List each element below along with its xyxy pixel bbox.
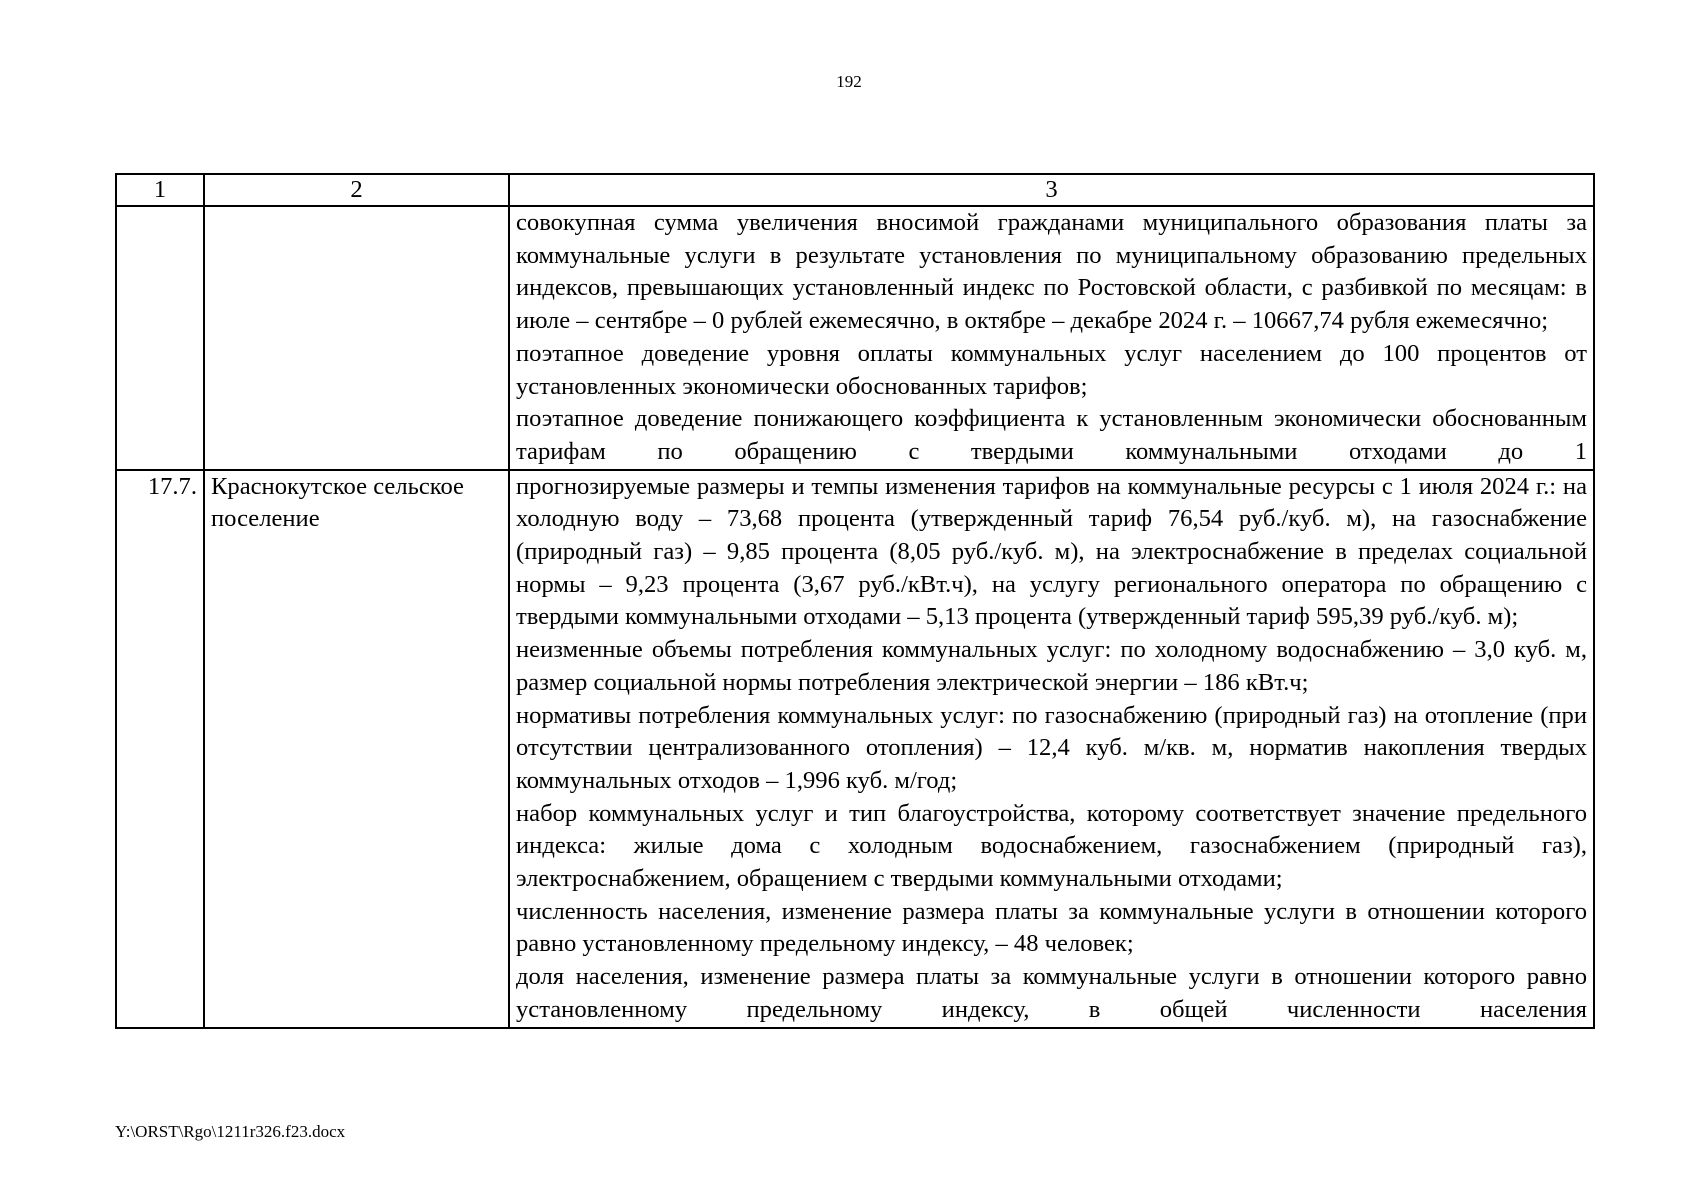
settlement-name-cell <box>204 206 509 470</box>
row-number-cell <box>116 206 204 470</box>
paragraph: совокупная сумма увеличения вносимой гражданами муниципального образования платы за коммунальные услуги в результате установления по муниципальному образованию предельных индексов, превышающих установленный индекс по Ростовской области, с разбивкой по месяцам: в июле – сентябре – 0 рублей ежемесячно, в октябре – декабре 2024 г. – 10667,74 рубля ежемесячно; <box>516 209 1587 335</box>
table-header-row <box>116 174 1594 206</box>
paragraph: поэтапное доведение уровня оплаты коммунальных услуг населением до 100 процентов от установленных экономически обоснованных тарифов; <box>516 339 1587 400</box>
content-cell <box>509 206 1594 470</box>
column-header-3: 3 <box>509 174 1594 206</box>
paragraph: численность населения, изменение размера платы за коммунальные услуги в отношении которого равно установленному предельному индексу, – 48 человек; <box>516 897 1587 958</box>
paragraph: набор коммунальных услуг и тип благоустройства, которому соответствует значение предельного индекса: жилые дома с холодным водоснабжением, газоснабжением (природный газ), электроснабжением, обращением с твердыми коммунальными отходами; <box>516 799 1587 893</box>
document-table <box>115 173 1595 1029</box>
footer-file-path: Y:\ORST\Rgo\1211r326.f23.docx <box>115 1122 346 1141</box>
table-row <box>116 470 1594 1028</box>
table-row <box>116 206 1594 470</box>
row-number-cell: 17.7. <box>116 470 204 1028</box>
paragraph: неизменные объемы потребления коммунальных услуг: по холодному водоснабжению – 3,0 куб. м, размер социальной нормы потребления электрической энергии – 186 кВт.ч; <box>516 636 1587 696</box>
content-cell <box>509 470 1594 1028</box>
paragraph: нормативы потребления коммунальных услуг: по газоснабжению (природный газ) на отопление (при отсутствии централизованного отопления) – 12,4 куб. м/кв. м, норматив накопления твердых коммунальных отходов – 1,996 куб. м/год; <box>516 701 1587 794</box>
page-number: 192 <box>836 72 862 91</box>
paragraph: прогнозируемые размеры и темпы изменения тарифов на коммунальные ресурсы с 1 июля 2024 г.: на холодную воду – 73,68 процента (утвержденный тариф 76,54 руб./куб. м), на газоснабжение (природный газ) – 9,85 процента (8,05 руб./куб. м), на электроснабжение в пределах социальной нормы – 9,23 процента (3,67 руб./кВт.ч), на услугу регионального оператора по обращению с твердыми коммунальными отходами – 5,13 процента (утвержденный тариф 595,39 руб./куб. м); <box>516 472 1587 631</box>
paragraph: поэтапное доведение понижающего коэффициента к установленным экономически обоснованным тарифам по обращению с твердыми коммунальными отходами до 1 <box>516 405 1587 465</box>
column-header-1: 1 <box>116 174 204 206</box>
paragraph: доля населения, изменение размера платы за коммунальные услуги в отношении которого равно установленному предельному индексу, в общей численности населения <box>516 963 1587 1023</box>
settlement-name-cell: Краснокутское сельское поселение <box>204 470 509 1028</box>
column-header-2: 2 <box>204 174 509 206</box>
